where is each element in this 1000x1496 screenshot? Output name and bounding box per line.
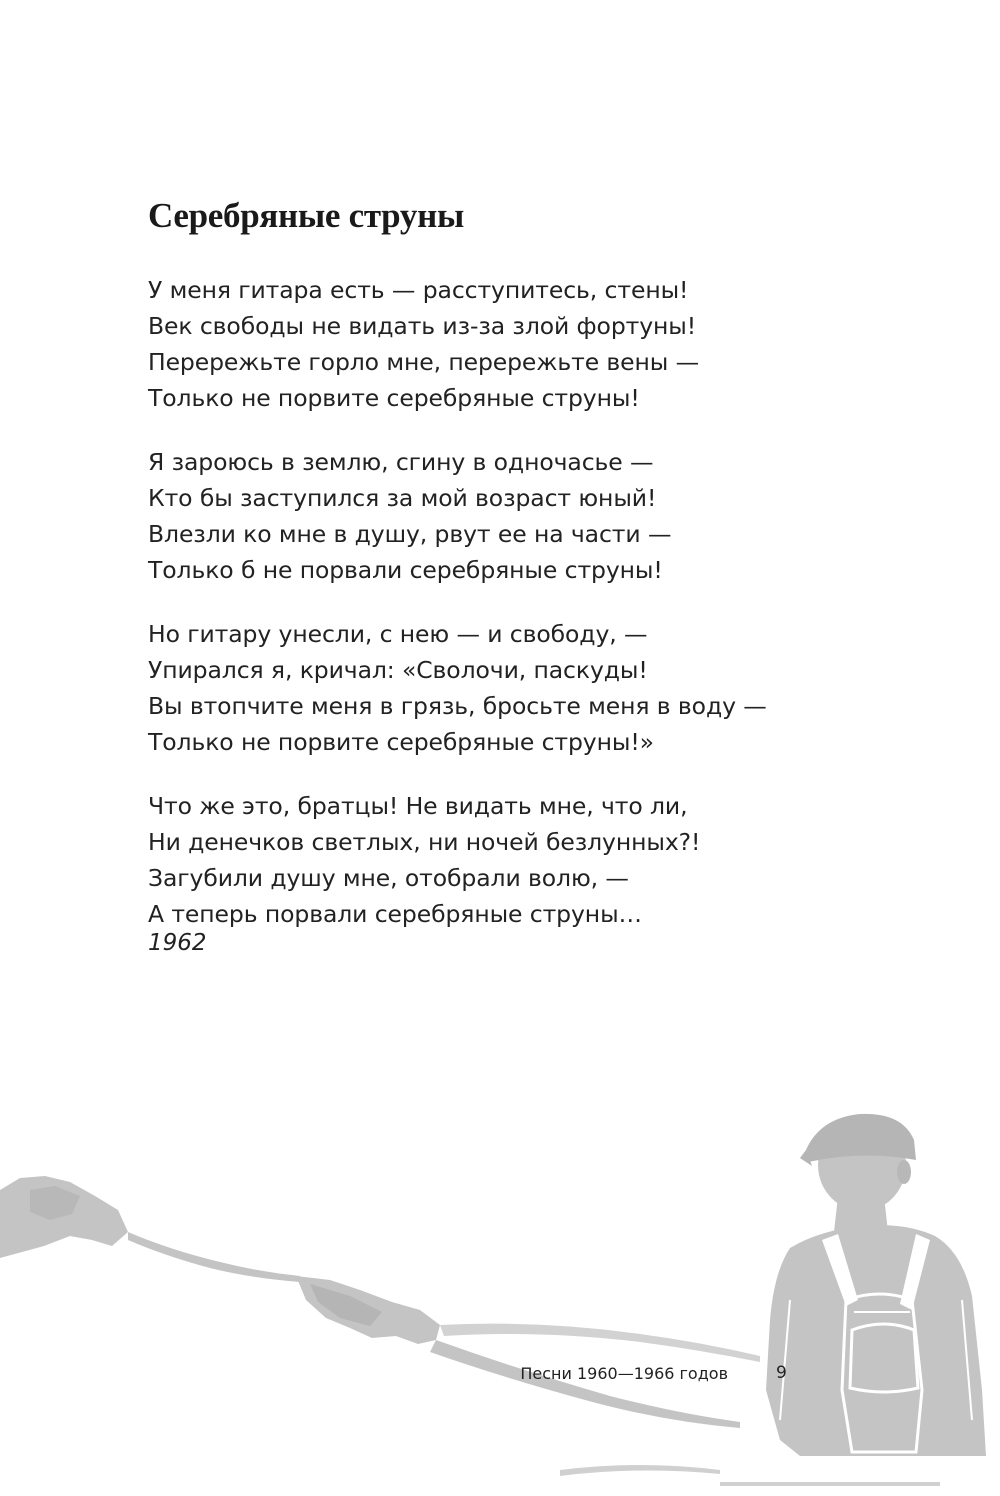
poem-line: Кто бы заступился за мой возраст юный! [148,484,657,512]
poem-line: У меня гитара есть — расступитесь, стены! [148,276,689,304]
poem-line: Ни денечков светлых, ни ночей безлунных?! [148,828,701,856]
poem-line: Загубили душу мне, отобрали волю, — [148,864,629,892]
stanza [148,616,828,760]
poem-line: Влезли ко мне в душу, рвут ее на части — [148,520,672,548]
stanza [148,272,828,416]
poem-line: Но гитару унесли, с нею — и свободу, — [148,620,648,648]
poem-line: Только б не порвали серебряные струны! [148,556,663,584]
poem-line: Вы втопчите меня в грязь, бросьте меня в воду — [148,692,767,720]
page-number: 9 [776,1363,787,1383]
poem-title: Серебряные струны [148,196,464,235]
poem-line: Что же это, братцы! Не видать мне, что ли, [148,792,688,820]
poem-line: Упирался я, кричал: «Сволочи, паскуды! [148,656,648,684]
hiker-figure [766,1114,986,1456]
running-footer-section: Песни 1960—1966 годов [520,1364,728,1383]
poem-line: Только не порвите серебряные струны! [148,384,640,412]
poem-line: А теперь порвали серебряные струны… [148,900,642,928]
poem-body [148,272,828,960]
poem-line: Век свободы не видать из-за злой фортуны! [148,312,697,340]
poem-line: Перережьте горло мне, перережьте вены — [148,348,700,376]
poem-year: 1962 [148,930,207,956]
stanza [148,444,828,588]
poem-line: Только не порвите серебряные струны!» [148,728,654,756]
poem-line: Я зароюсь в землю, сгину в одночасье — [148,448,654,476]
stanza [148,788,828,932]
